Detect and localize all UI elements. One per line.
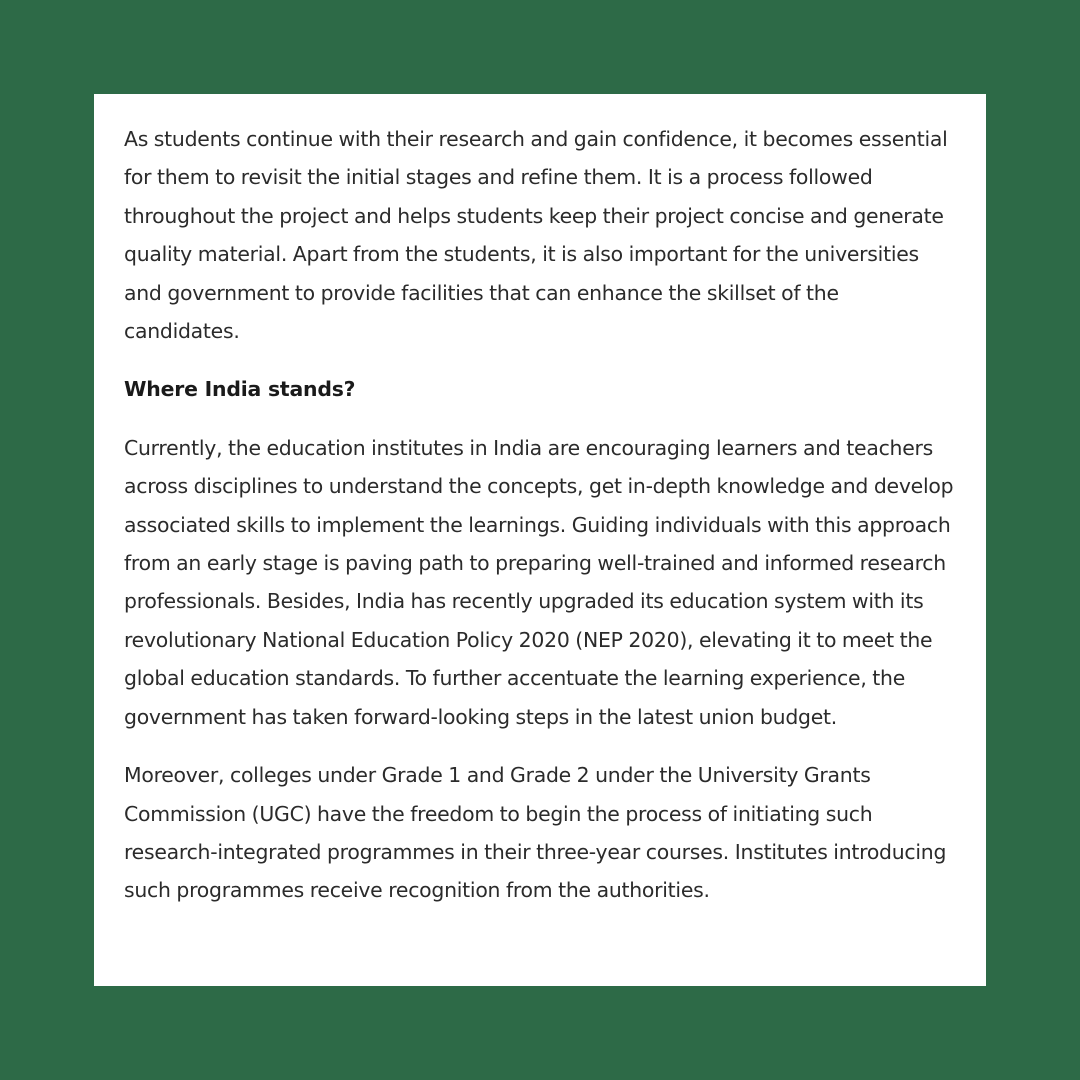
article-paragraph-1: As students continue with their research and gain confidence, it becomes essential for them to revisit the initial stages and refine them. It is a process followed throughout the project and helps students keep their project concise and generate quality material. Apart from the students, it is also important for the universities and government to provide facilities that can enhance the skillset of the candidates. (124, 127, 948, 344)
section-heading: Where India stands? (124, 377, 356, 402)
article-paragraph-2: Currently, the education institutes in India are encouraging learners and teachers across disciplines to understand the concepts, get in-depth knowledge and develop associated skills to implement the learnings. Guiding individuals with this approach from an early stage is paving path to preparing well-trained and informed research professionals. Besides, India has recently upgraded its education system with its revolutionary National Education Policy 2020 (NEP 2020), elevating it to meet the global education standards. To further accentuate the learning experience, the government has taken forward-looking steps in the latest union budget. (124, 435, 954, 729)
article-card (94, 94, 986, 986)
article-paragraph-3: Moreover, colleges under Grade 1 and Grade 2 under the University Grants Commission (UGC) have the freedom to begin the process of initiating such research-integrated programmes in their three-year courses. Institutes introducing such programmes receive recognition from the authorities. (124, 763, 947, 903)
